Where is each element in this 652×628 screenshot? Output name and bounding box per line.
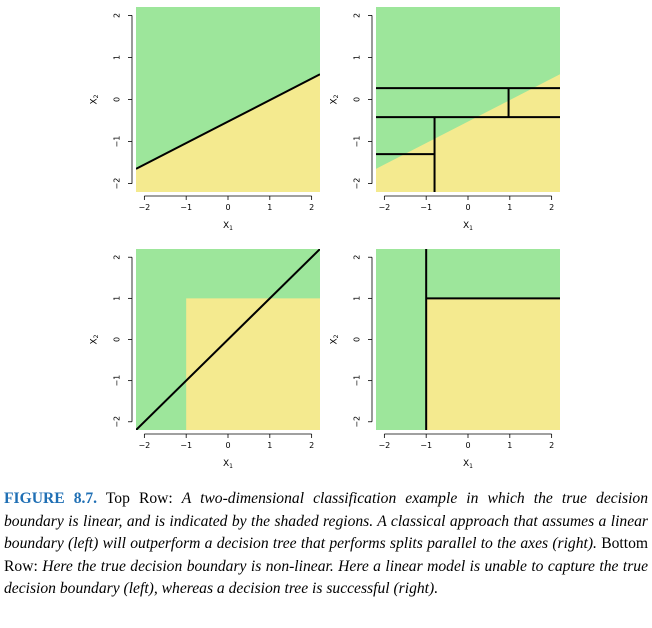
y-tick-label: 0 [112,96,122,103]
x-tick-label: −1 [420,441,433,450]
caption-top-row-label: Top Row: [97,490,182,507]
x-tick-label: −1 [180,441,193,450]
caption-bottom-row-label: Bottom Row: [4,535,648,575]
y-tick-label: −2 [352,177,362,190]
y-tick-label: 2 [112,12,122,18]
y-tick-label: −2 [112,415,122,428]
y-axis-label-subscript: 2 [92,334,100,339]
plot-area [136,7,320,192]
y-tick-label: 2 [352,12,362,18]
x-tick-label: −2 [378,441,391,450]
x-tick-label: −1 [180,203,193,212]
y-axis-label: $X_2$ [329,334,340,345]
caption-label: FIGURE 8.7. [4,490,98,507]
figure-caption [4,488,648,601]
y-tick-label: −1 [112,135,122,148]
y-tick-label: 0 [352,96,362,103]
y-axis-label-subscript: 2 [332,94,340,99]
y-axis-label: $X_2$ [89,334,100,345]
y-axis-label-subscript: 2 [92,94,100,99]
y-axis-label: $X_2$ [89,94,100,105]
plot-area [376,249,560,430]
y-tick-label: −1 [352,135,362,148]
y-tick-label: 0 [352,336,362,343]
caption-bottom-row-text: Here the true decision boundary is non-linear. Here a linear model is unable to capture the true decision boundary (left), whereas a decision tree is successful (right). [4,557,648,598]
y-tick-label: 1 [352,54,362,61]
x-tick-label: −2 [138,441,151,450]
y-tick-label: −2 [352,415,362,428]
x-axis-label-subscript: 1 [469,225,473,232]
y-tick-label: 0 [112,336,122,343]
x-axis-label-subscript: 1 [469,463,473,470]
region-yellow [186,298,320,430]
region-yellow [426,298,560,430]
x-axis-label: $X_1$ [223,221,233,232]
caption-top-row-text: A two-dimensional classification example in which the true decision boundary is linear, and is indicated by the shaded regions. A classical approach that assumes a linear boundary (left) will outperform a decision tree that performs splits parallel to the axes (right). [4,490,648,553]
plot-area [136,249,320,430]
x-tick-label: 0 [465,203,471,212]
x-axis-label: $X_1$ [223,459,233,470]
y-tick-label: 2 [352,254,362,260]
x-tick-label: 2 [549,203,555,212]
panel-bottom-left [90,249,321,470]
panel-top-right [330,7,561,232]
x-tick-label: 1 [507,441,513,450]
x-tick-label: 0 [225,203,231,212]
y-tick-label: −1 [112,374,122,387]
x-axis-label-subscript: 1 [229,463,233,470]
y-tick-label: 1 [112,295,122,301]
x-tick-label: 1 [267,203,273,212]
x-axis-label-subscript: 1 [229,225,233,232]
x-axis-label: $X_1$ [463,221,473,232]
x-tick-label: 0 [225,441,231,450]
x-tick-label: 2 [549,441,555,450]
y-axis-label-subscript: 2 [332,334,340,339]
y-tick-label: 1 [112,54,122,61]
x-tick-label: −1 [420,203,433,212]
x-tick-label: 1 [267,441,273,450]
y-tick-label: −2 [112,177,122,190]
y-tick-label: −1 [352,374,362,387]
panel-bottom-right [330,249,561,470]
x-tick-label: 2 [309,441,315,450]
y-tick-label: 2 [112,254,122,260]
x-tick-label: 2 [309,203,315,212]
plot-area [376,7,560,192]
x-tick-label: 1 [507,203,513,212]
y-tick-label: 1 [352,295,362,301]
x-axis-label: $X_1$ [463,459,473,470]
x-tick-label: −2 [378,203,391,212]
x-tick-label: −2 [138,203,151,212]
panel-top-left [90,7,321,232]
x-tick-label: 0 [465,441,471,450]
y-axis-label: $X_2$ [329,94,340,105]
